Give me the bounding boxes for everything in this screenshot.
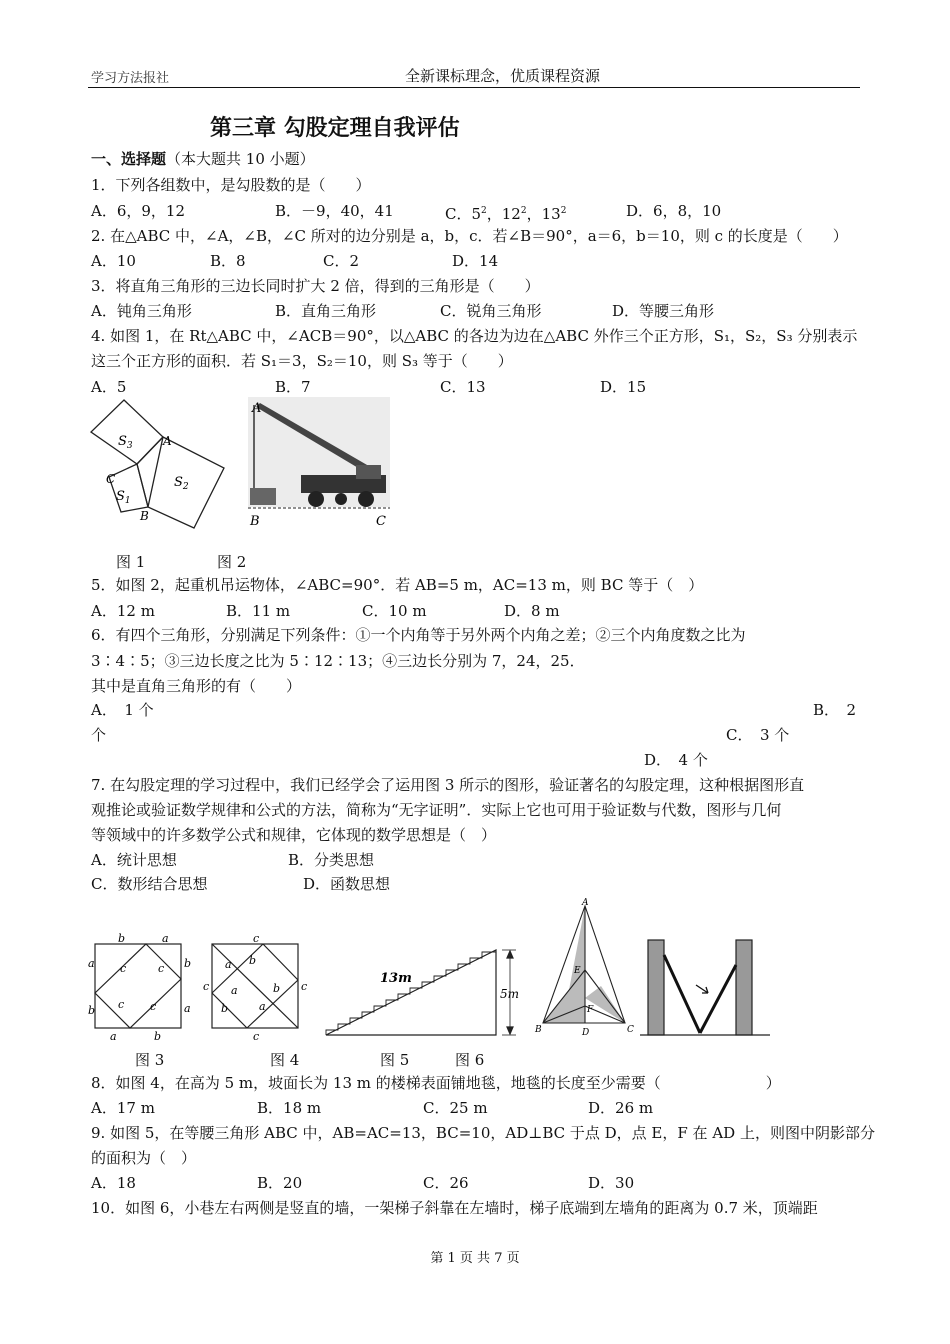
label-a-top: a [162, 932, 169, 945]
figure-3-caption: 图 3 [135, 1051, 165, 1069]
label-a-bottom: a [110, 1030, 117, 1043]
q7-stem-line3: 等领域中的许多数学公式和规律，它体现的数学思想是（ ） [91, 826, 497, 844]
q4-option-d: D．15 [600, 378, 647, 396]
q6-stem-line1: 6．有四个三角形，分别满足下列条件：①一个内角等于另外两个内角之差；②三个内角度数之比为 [91, 626, 746, 644]
q9-option-b: B．20 [257, 1174, 303, 1192]
q6-option-b: B． 2 [813, 701, 857, 719]
q7-stem-line2: 观推论或验证数学规律和公式的方法，简称为“无字证明”．实际上它也可用于验证数与代数，图形与几何 [91, 801, 782, 819]
ladder-left [664, 955, 700, 1033]
label-c-bottom: c [253, 1030, 260, 1043]
label-b-bottom: b [154, 1030, 162, 1043]
q3-stem: 3．将直角三角形的三边长同时扩大 2 倍，得到的三角形是（ ） [91, 277, 540, 295]
figure-1-squares [86, 400, 246, 530]
q9-stem-line1: 9. 如图 5，在等腰三角形 ABC 中，AB=AC=13，BC=10，AD⊥BC 于点 D，点 E，F 在 AD 上，则图中阴影部分 [91, 1124, 875, 1142]
load-box [250, 488, 276, 505]
q4-option-c: C．13 [440, 378, 486, 396]
figure-5-staircase [316, 940, 526, 1040]
q5-option-b: B．11 m [226, 602, 291, 620]
label-b-3: b [273, 982, 281, 995]
q4-stem-line1: 4. 如图 1，在 Rt△ABC 中，∠ACB＝90°，以△ABC 的各边为边在△ABC 外作三个正方形，S₁，S₂，S₃ 分别表示 [91, 327, 858, 345]
inner-square [95, 944, 181, 1028]
q7-option-d: D．函数思想 [303, 875, 391, 893]
page-title: 第三章 勾股定理自我评估 [210, 116, 460, 141]
label-5m: 5m [500, 987, 520, 1001]
figure-4-zhao-shuang [203, 932, 313, 1047]
stair-triangle [326, 950, 496, 1035]
q3-option-b: B．直角三角形 [275, 302, 377, 320]
q5-option-c: C．10 m [362, 602, 427, 620]
q2-option-d: D．14 [452, 252, 499, 270]
q7-option-c: C．数形结合思想 [91, 875, 208, 893]
q8-stem: 8．如图 4，在高为 5 m，坡面长为 13 m 的楼梯表面铺地毯，地毯的长度至少需要（ ） [91, 1074, 781, 1092]
q9-option-a: A．18 [91, 1174, 136, 1192]
q1-option-a: A．6，9，12 [91, 202, 186, 220]
label-s1: $S_1$ [116, 489, 131, 506]
right-wall [736, 940, 752, 1035]
q3-option-d: D．等腰三角形 [612, 302, 715, 320]
q6-option-a: A． 1 个 [91, 701, 154, 719]
label-s3: $S_3$ [118, 434, 133, 451]
label-c-2: c [158, 962, 165, 975]
ladder-right [700, 965, 736, 1033]
q2-option-c: C．2 [323, 252, 360, 270]
label-c: C [627, 1025, 634, 1035]
label-c-left: c [203, 980, 210, 993]
label-e: E [574, 966, 581, 976]
label-a: A [582, 898, 589, 908]
label-c-1: c [120, 962, 127, 975]
figure-2-crane [246, 395, 396, 530]
q9-option-d: D．30 [588, 1174, 635, 1192]
label-b-1: b [249, 954, 257, 967]
figure-6-triangle [533, 898, 638, 1038]
q5-option-d: D．8 m [504, 602, 560, 620]
figure-1-caption: 图 1 [116, 553, 146, 571]
label-a-right: a [184, 1002, 191, 1015]
q2-option-b: B．8 [210, 252, 246, 270]
figure-5-caption: 图 5 [380, 1051, 410, 1069]
label-13m: 13m [380, 971, 412, 986]
header-publisher: 学习方法报社 [91, 71, 170, 86]
label-a-3: a [259, 1000, 266, 1013]
q1-option-d: D．6，8，10 [626, 202, 722, 220]
label-b-2: b [221, 1002, 229, 1015]
label-c-top: c [253, 932, 260, 945]
q3-option-c: C．锐角三角形 [440, 302, 542, 320]
q10-stem: 10．如图 6，小巷左右两侧是竖直的墙，一架梯子斜靠在左墙时，梯子底端到左墙角的距离为 0.7 米，顶端距 [91, 1199, 818, 1217]
label-d: D [582, 1028, 590, 1038]
q1-option-b: B．－9，40，41 [275, 202, 394, 220]
label-b-left: b [88, 1004, 96, 1017]
square-s3 [91, 400, 163, 464]
figure-6-caption: 图 6 [455, 1051, 485, 1069]
dim-arrow-down [507, 1027, 513, 1034]
label-a-left: a [88, 957, 95, 970]
q9-option-c: C．26 [423, 1174, 469, 1192]
figure-3-proof-square [88, 932, 198, 1047]
header-divider [88, 87, 860, 88]
q3-option-a: A．钝角三角形 [91, 302, 192, 320]
label-b: B [535, 1025, 542, 1035]
q1-option-c: C．$5^2$，$12^2$，$13^2$ [445, 205, 567, 223]
arrow-icon [696, 985, 708, 993]
q6-option-b-cont: 个 [91, 726, 107, 744]
q4-option-a: A．5 [91, 378, 127, 396]
side-4 [212, 993, 247, 1028]
q4-option-b: B．7 [275, 378, 311, 396]
side-3 [263, 944, 298, 980]
label-f: F [587, 1005, 594, 1015]
crane-cab [356, 465, 381, 479]
label-a: A [163, 434, 172, 448]
page-footer: 第 1 页 共 7 页 [430, 1251, 520, 1266]
q7-option-b: B．分类思想 [288, 851, 375, 869]
ladder-figure [640, 935, 775, 1040]
q2-stem: 2. 在△ABC 中，∠A，∠B，∠C 所对的边分别是 a，b，c．若∠B＝90°，a＝6，b＝10，则 c 的长度是（ ） [91, 227, 848, 245]
label-c-3: c [118, 998, 125, 1011]
label-a: A [252, 401, 262, 416]
q7-option-a: A．统计思想 [91, 851, 177, 869]
label-s2: $S_2$ [174, 475, 189, 492]
left-wall [648, 940, 664, 1035]
q7-stem-line1: 7. 在勾股定理的学习过程中，我们已经学会了运用图 3 所示的图形，验证著名的勾股定理，这种根据图形直 [91, 776, 805, 794]
dim-arrow-up [507, 951, 513, 958]
wheel-1 [308, 491, 324, 507]
label-c-right: c [301, 980, 308, 993]
q8-option-d: D．26 m [588, 1099, 654, 1117]
label-b: B [140, 509, 149, 523]
q9-stem-line2: 的面积为（ ） [91, 1149, 197, 1167]
wheel-3 [335, 493, 347, 505]
q8-option-b: B．18 m [257, 1099, 322, 1117]
outer-square [95, 944, 181, 1028]
q8-option-a: A．17 m [91, 1099, 155, 1117]
label-a-2: a [231, 984, 238, 997]
label-c: C [106, 472, 116, 486]
figure-4-caption: 图 4 [270, 1051, 300, 1069]
wheel-2 [358, 491, 374, 507]
section-heading: 一、选择题（本大题共 10 小题） [91, 150, 315, 168]
q4-stem-line2: 这三个正方形的面积．若 S₁＝3，S₂＝10，则 S₃ 等于（ ） [91, 352, 513, 370]
q6-option-c: C． 3 个 [726, 726, 790, 744]
label-c: C [376, 514, 386, 529]
figure-2-caption: 图 2 [217, 553, 247, 571]
q5-option-a: A．12 m [91, 602, 155, 620]
label-a-1: a [225, 958, 232, 971]
label-c-4: c [150, 1000, 157, 1013]
q6-stem-line2: 3∶4∶5；③三边长度之比为 5∶12∶13；④三边长分别为 7，24，25． [91, 652, 585, 670]
label-b-right: b [184, 957, 192, 970]
label-b: B [250, 514, 260, 529]
header-slogan: 全新课标理念，优质课程资源 [405, 67, 601, 85]
q1-stem: 1．下列各组数中，是勾股数的是（ ） [91, 176, 371, 194]
q8-option-c: C．25 m [423, 1099, 488, 1117]
q6-option-d: D． 4 个 [644, 751, 708, 769]
q6-stem-line3: 其中是直角三角形的有（ ） [91, 677, 302, 695]
q2-option-a: A．10 [91, 252, 136, 270]
label-b-top: b [118, 932, 126, 945]
q5-stem: 5．如图 2，起重机吊运物体，∠ABC=90°．若 AB=5 m，AC=13 m，则 BC 等于（ ） [91, 576, 704, 594]
